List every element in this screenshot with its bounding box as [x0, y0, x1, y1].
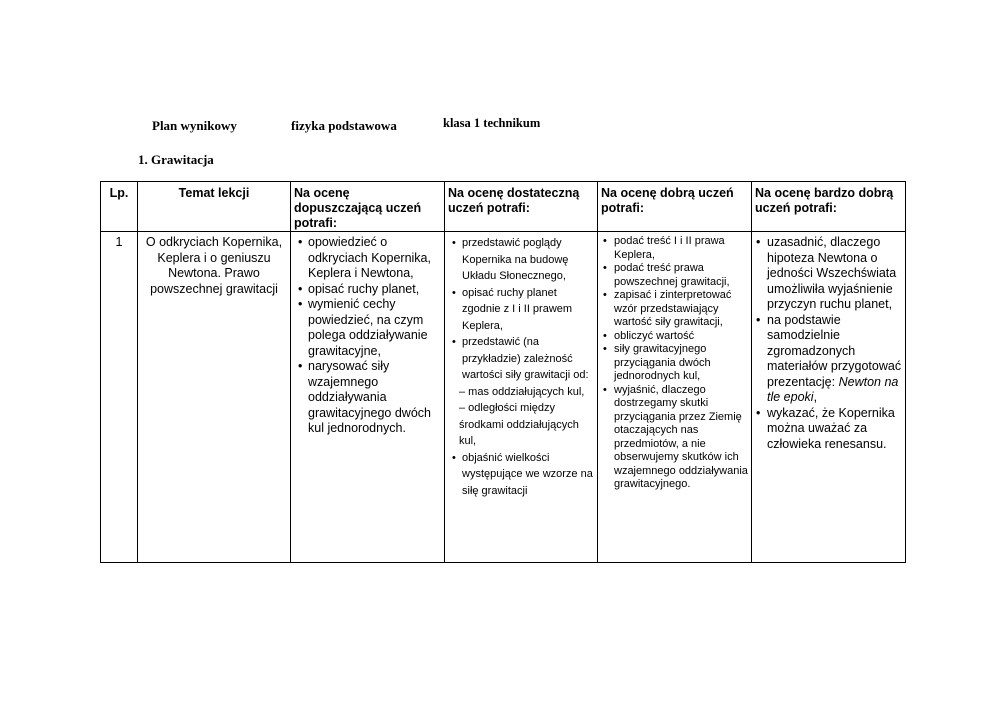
list-item: • uzasadnić, dlaczego hipoteza Newtona o jedności Wszechświata umożliwiła wyjaśnienie przyczyn ruchu planet,: [756, 235, 902, 313]
list-item: • zapisać i zinterpretować wzór przedstawiający wartość siły grawitacji,: [603, 289, 748, 330]
requirements-satisfactory: [445, 232, 598, 563]
list-item: • opisać ruchy planet zgodnie z I i II prawem Keplera,: [451, 285, 594, 335]
requirements-list: [451, 235, 594, 384]
column-header-grade-good: Na ocenę dobrą uczeń potrafi:: [598, 182, 752, 232]
lesson-number: 1: [101, 232, 138, 563]
subject-label: fizyka podstawowa: [291, 118, 397, 133]
list-item: • opowiedzieć o odkryciach Kopernika, Keplera i Newtona,: [295, 235, 441, 282]
requirements-good: [598, 232, 752, 563]
list-item: • przedstawić (na przykładzie) zależność wartości siły grawitacji od:: [451, 334, 594, 384]
requirements-sufficient: [291, 232, 445, 563]
list-item: • siły grawitacyjnego przyciągania dwóch jednorodnych kul,: [603, 343, 748, 384]
lesson-topic: O odkryciach Kopernika, Keplera i o geniuszu Newtona. Prawo powszechnej grawitacji: [138, 232, 291, 563]
requirements-very-good: [752, 232, 906, 563]
grading-plan-table: [100, 181, 906, 563]
column-header-grade-satisfactory: Na ocenę dostateczną uczeń potrafi:: [445, 182, 598, 232]
presentation-title: Newton na tle epoki: [767, 374, 899, 404]
list-item: • narysować siły wzajemnego oddziaływania grawitacyjnego dwóch kul jednorodnych.: [295, 359, 441, 437]
requirements-list-end: [451, 450, 594, 500]
table-row: [101, 232, 906, 563]
list-item: • wyjaśnić, dlaczego dostrzegamy skutki przyciągania przez Ziemię otaczających nas przedmiotów, a nie obserwujemy skutków ich wzajemnego oddziaływania grawitacyjnego.: [603, 384, 748, 492]
list-item: • objaśnić wielkości występujące we wzorze na siłę grawitacji: [451, 450, 594, 500]
column-header-grade-very-good: Na ocenę bardzo dobrą uczeń potrafi:: [752, 182, 906, 232]
requirements-list: [295, 235, 441, 437]
list-item: [756, 313, 902, 406]
list-item-punctuation: ,: [813, 390, 818, 404]
list-subitem: – odległości między środkami oddziałujących kul,: [459, 402, 579, 447]
list-item-text: na podstawie samodzielnie zgromadzonych materiałów przygotować prezentację:: [767, 312, 902, 389]
list-item: • opisać ruchy planet,: [295, 282, 441, 298]
class-label: klasa 1 technikum: [443, 116, 541, 130]
list-subitem: – mas oddziałujących kul,: [459, 385, 585, 398]
column-header-grade-sufficient: Na ocenę dopuszczającą uczeń potrafi:: [291, 182, 445, 232]
list-item: • podać treść I i II prawa Keplera,: [603, 235, 748, 262]
column-header-topic: Temat lekcji: [138, 182, 291, 232]
list-item: • wykazać, że Kopernika można uważać za człowieka renesansu.: [756, 406, 902, 453]
list-item: • wymienić cechy powiedzieć, na czym polega oddziaływanie grawitacyjne,: [295, 297, 441, 359]
column-header-lp: Lp.: [101, 182, 138, 232]
section-heading: 1. Grawitacja: [138, 152, 214, 167]
list-item: • obliczyć wartość: [603, 330, 748, 344]
requirements-list: [756, 235, 902, 452]
requirements-list: [603, 235, 748, 492]
list-item: • podać treść prawa powszechnej grawitacji,: [603, 262, 748, 289]
list-item: • przedstawić poglądy Kopernika na budowę Układu Słonecznego,: [451, 235, 594, 285]
document-title: Plan wynikowy: [152, 118, 237, 133]
table-header-row: [101, 182, 906, 232]
